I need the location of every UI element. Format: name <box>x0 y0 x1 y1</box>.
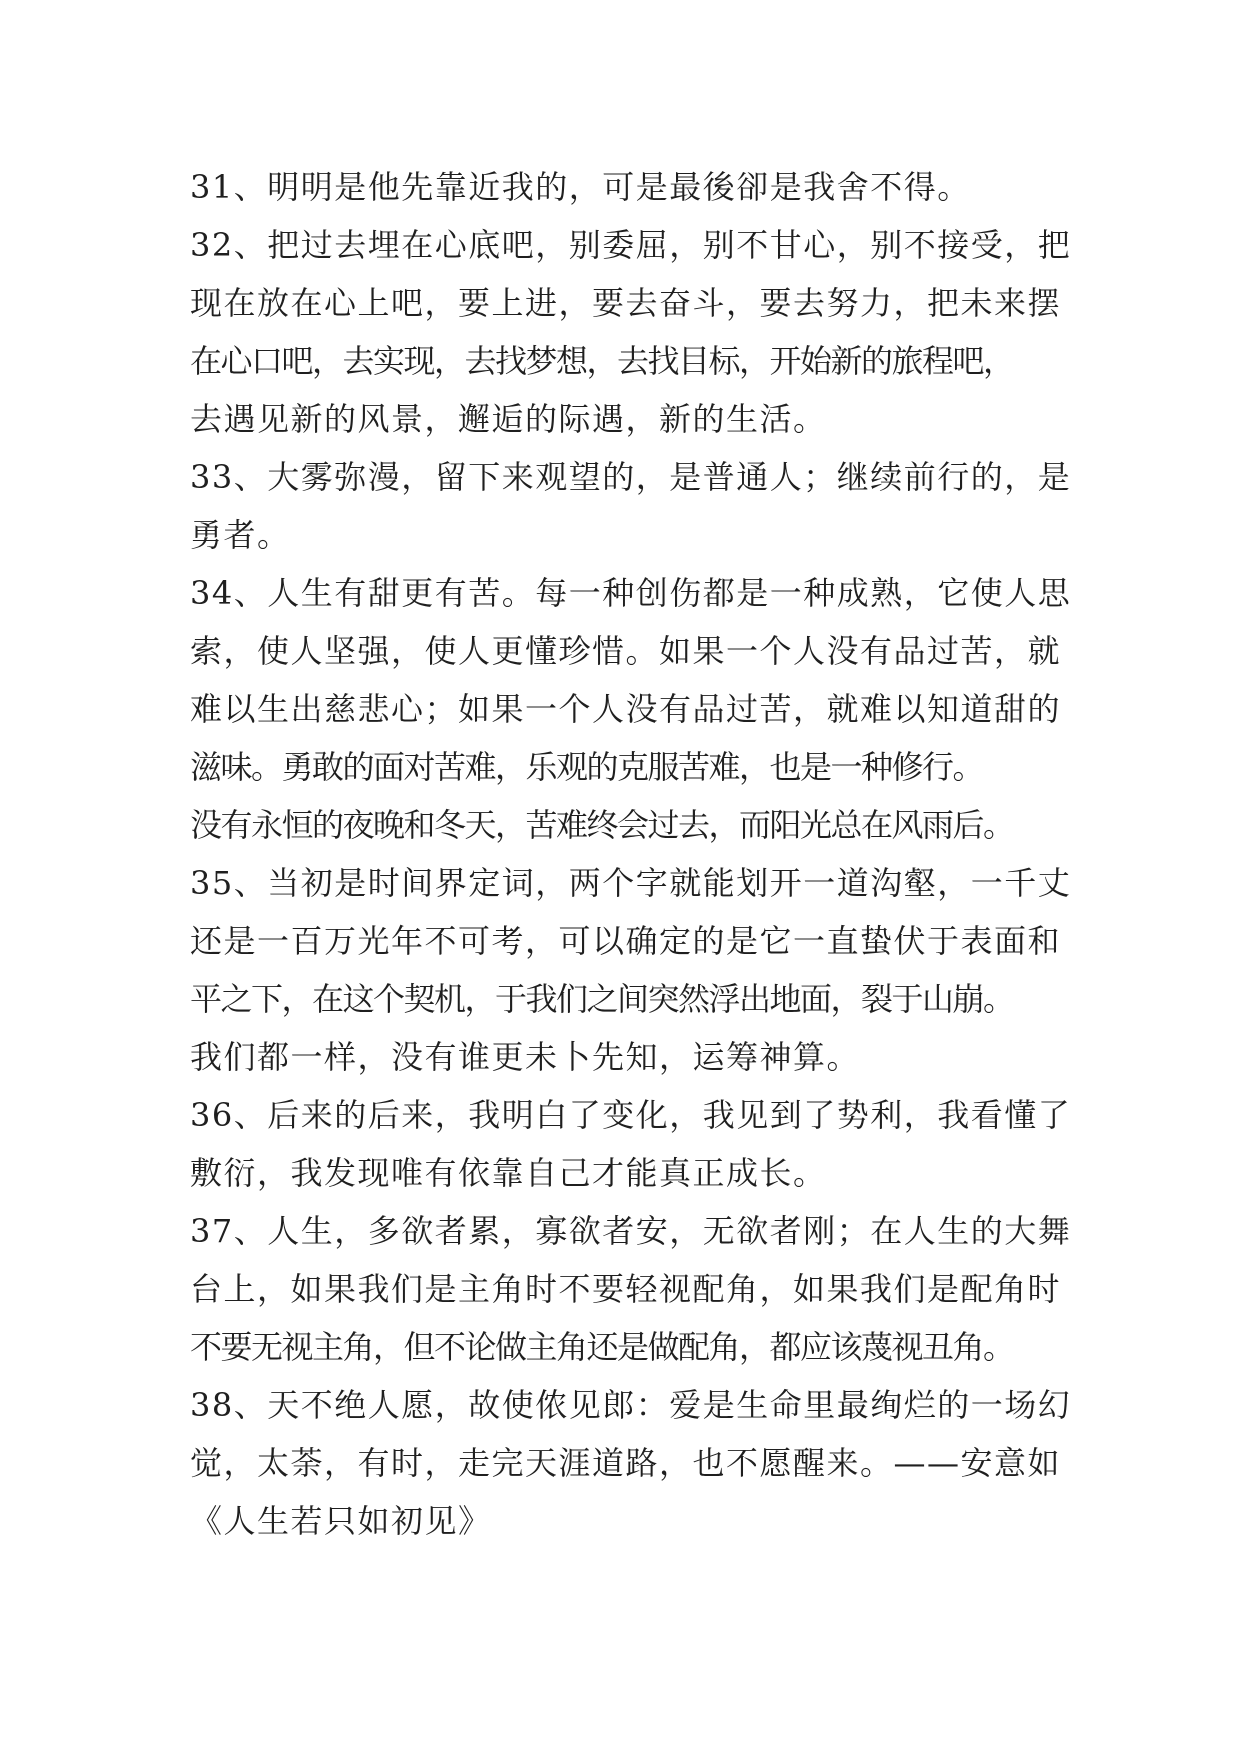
text-line: 现在放在心上吧，要上进，要去奋斗，要去努力，把未来摆 <box>190 284 1062 322</box>
text-line: 37、人生，多欲者累，寡欲者安，无欲者刚；在人生的大舞 <box>190 1212 1072 1250</box>
text-line: 在心口吧，去实现，去找梦想，去找目标，开始新的旅程吧， <box>190 342 1014 380</box>
text-line: 滋味。勇敢的面对苦难，乐观的克服苦难，也是一种修行。 <box>190 748 984 786</box>
document-body <box>190 158 1070 1550</box>
text-line: 平之下，在这个契机，于我们之间突然浮出地面，裂于山崩。 <box>190 980 1014 1018</box>
text-line: 34、人生有甜更有苦。每一种创伤都是一种成熟，它使人思 <box>190 574 1072 612</box>
text-line: 还是一百万光年不可考，可以确定的是它一直蛰伏于表面和 <box>190 922 1062 960</box>
text-line: 索，使人坚强，使人更懂珍惜。如果一个人没有品过苦，就 <box>190 632 1062 670</box>
text-line: 敷衍，我发现唯有依靠自己才能真正成长。 <box>190 1154 827 1192</box>
text-line: 勇者。 <box>190 516 291 554</box>
text-line: 33、大雾弥漫，留下来观望的，是普通人；继续前行的，是 <box>190 458 1072 496</box>
text-line: 35、当初是时间界定词，两个字就能划开一道沟壑，一千丈 <box>190 864 1072 902</box>
text-line: 台上，如果我们是主角时不要轻视配角，如果我们是配角时 <box>190 1270 1062 1308</box>
text-line: 《人生若只如初见》 <box>190 1502 492 1540</box>
text-line: 36、后来的后来，我明白了变化，我见到了势利，我看懂了 <box>190 1096 1072 1134</box>
text-line: 没有永恒的夜晚和冬天，苦难终会过去，而阳光总在风雨后。 <box>190 806 1014 844</box>
text-line: 去遇见新的风景，邂逅的际遇，新的生活。 <box>190 400 827 438</box>
text-line: 31、明明是他先靠近我的，可是最後卻是我舍不得。 <box>190 168 971 206</box>
text-line: 我们都一样，没有谁更未卜先知，运筹神算。 <box>190 1038 861 1076</box>
text-line: 难以生出慈悲心；如果一个人没有品过苦，就难以知道甜的 <box>190 690 1062 728</box>
text-line: 38、天不绝人愿，故使侬见郎：爱是生命里最绚烂的一场幻 <box>190 1386 1072 1424</box>
text-line: 32、把过去埋在心底吧，别委屈，别不甘心，别不接受，把 <box>190 226 1072 264</box>
text-line: 不要无视主角，但不论做主角还是做配角，都应该蔑视丑角。 <box>190 1328 1014 1366</box>
text-line: 觉，太荼，有时，走完天涯道路，也不愿醒来。——安意如 <box>190 1444 1062 1482</box>
